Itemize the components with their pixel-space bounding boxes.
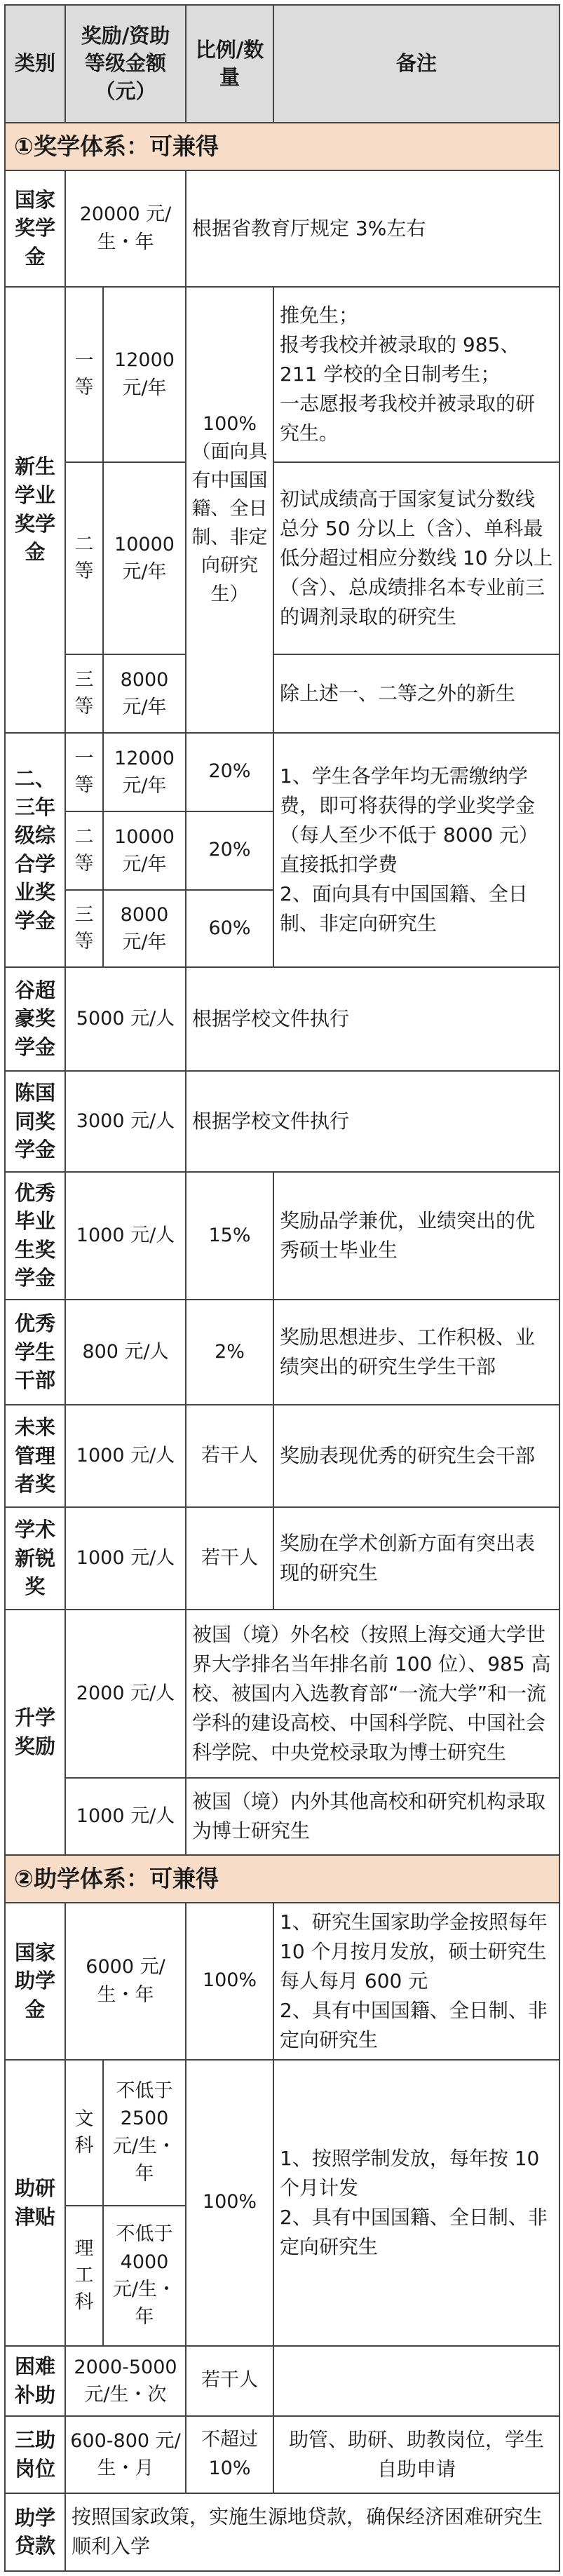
row-category: 二、三年级综合学业奖学金 xyxy=(5,733,65,967)
row-note: 根据学校文件执行 xyxy=(186,967,559,1071)
row-note: 按照国家政策，实施生源地贷款，确保经济困难研究生顺利入学 xyxy=(65,2493,559,2571)
section-scholarship-title: ①奖学体系：可兼得 xyxy=(5,123,559,170)
scholarship-table xyxy=(4,4,560,2572)
table-row xyxy=(5,287,559,462)
table-row xyxy=(5,967,559,1071)
row-note: 奖励表现优秀的研究生会干部 xyxy=(273,1405,559,1507)
row-note xyxy=(273,1903,559,2060)
row-ratio: 不超过 10% xyxy=(186,2416,273,2493)
table-row xyxy=(5,2493,559,2571)
row-amount: 不低于 4000 元/生・年 xyxy=(103,2206,186,2346)
row-amount: 2000 元/人 xyxy=(65,1610,186,1778)
row-amount: 800 元/人 xyxy=(65,1300,186,1405)
row-ratio: 若干人 xyxy=(186,2346,273,2416)
note-line: 1、研究生国家助学金按照每年 10 个月按月发放，硕士研究生每人每月 600 元 xyxy=(280,1910,548,1992)
row-category: 助学贷款 xyxy=(5,2493,65,2571)
row-amount: 1000 元/人 xyxy=(65,1778,186,1855)
table-row xyxy=(5,654,559,733)
header-note: 备注 xyxy=(273,5,559,123)
table-row xyxy=(5,2346,559,2416)
row-amount: 12000 元/年 xyxy=(103,287,186,462)
header-ratio: 比例/数量 xyxy=(186,5,273,123)
table-row xyxy=(5,2060,559,2206)
row-amount: 12000 元/年 xyxy=(103,733,186,811)
section-aid-title: ②助学体系：可兼得 xyxy=(5,1855,559,1903)
row-category: 三助岗位 xyxy=(5,2416,65,2493)
row-ratio: 20% xyxy=(186,733,273,811)
row-field: 文科 xyxy=(65,2060,103,2206)
row-category: 国家助学金 xyxy=(5,1903,65,2060)
note-line: 一志愿报考我校并被录取的研究生。 xyxy=(280,391,536,445)
table-row xyxy=(5,1300,559,1405)
row-amount: 2000-5000 元/生・次 xyxy=(65,2346,186,2416)
row-amount: 10000 元/年 xyxy=(103,811,186,890)
row-note xyxy=(273,287,559,462)
row-note xyxy=(273,733,559,967)
row-amount: 8000 元/年 xyxy=(103,654,186,733)
row-amount: 20000 元/生・年 xyxy=(65,170,186,287)
note-line: 报考我校并被录取的 985、211 学校的全日制考生； xyxy=(280,332,520,386)
row-amount: 10000 元/年 xyxy=(103,462,186,654)
row-category: 谷超豪奖学金 xyxy=(5,967,65,1071)
note-line: 1、学生各学年均无需缴纳学费，即可将获得的学业奖学金（每人至少不低于 8000 元）直接抵扣学费 xyxy=(280,764,539,876)
table-row xyxy=(5,170,559,287)
row-ratio: 若干人 xyxy=(186,1405,273,1507)
row-grade: 三等 xyxy=(65,890,103,967)
row-grade: 二等 xyxy=(65,462,103,654)
table-header-row xyxy=(5,5,559,123)
row-grade: 二等 xyxy=(65,811,103,890)
row-ratio: 15% xyxy=(186,1172,273,1300)
row-note xyxy=(273,2346,559,2416)
table-row xyxy=(5,733,559,811)
row-amount: 3000 元/人 xyxy=(65,1071,186,1172)
table-row xyxy=(5,462,559,654)
row-category: 优秀学生干部 xyxy=(5,1300,65,1405)
section-row xyxy=(5,1855,559,1903)
row-grade: 三等 xyxy=(65,654,103,733)
row-category: 国家奖学金 xyxy=(5,170,65,287)
row-ratio: 2% xyxy=(186,1300,273,1405)
row-category: 助研津贴 xyxy=(5,2060,65,2346)
row-category: 优秀毕业生奖学金 xyxy=(5,1172,65,1300)
row-note xyxy=(273,462,559,654)
row-amount: 6000 元/生・年 xyxy=(65,1903,186,2060)
row-ratio: 100% xyxy=(186,2060,273,2346)
row-grade: 一等 xyxy=(65,733,103,811)
table-row xyxy=(5,1903,559,2060)
note-line: 2、具有中国国籍、全日制、非定向研究生 xyxy=(280,1998,548,2051)
row-note: 根据省教育厅规定 3%左右 xyxy=(186,170,559,287)
row-note: 被国（境）外名校（按照上海交通大学世界大学排名当年排名前 100 位）、985 高校、被国内入选教育部“一流大学”和一流学科的建设高校、中国科学院、中国社会科学院、中央党校录取为博士研究生 xyxy=(186,1610,559,1778)
table-row xyxy=(5,1507,559,1610)
row-category: 陈国同奖学金 xyxy=(5,1071,65,1172)
table-row xyxy=(5,1172,559,1300)
section-row xyxy=(5,123,559,170)
row-note xyxy=(273,2060,559,2346)
row-ratio: 100% xyxy=(186,1903,273,2060)
table-row xyxy=(5,1610,559,1778)
row-grade: 一等 xyxy=(65,287,103,462)
note-line: 除上述一、二等之外的新生 xyxy=(280,681,516,705)
row-category: 未来管理者奖 xyxy=(5,1405,65,1507)
table-row xyxy=(5,1405,559,1507)
row-note: 奖励在学术创新方面有突出表现的研究生 xyxy=(273,1507,559,1610)
row-category: 学术新锐奖 xyxy=(5,1507,65,1610)
row-amount: 5000 元/人 xyxy=(65,967,186,1071)
row-note xyxy=(273,654,559,733)
row-note: 助管、助研、助教岗位，学生自助申请 xyxy=(273,2416,559,2493)
row-category: 困难补助 xyxy=(5,2346,65,2416)
note-line: 2、面向具有中国国籍、全日制、非定向研究生 xyxy=(280,882,528,935)
row-note: 奖励思想进步、工作积极、业绩突出的研究生学生干部 xyxy=(273,1300,559,1405)
table-row xyxy=(5,1778,559,1855)
row-amount: 1000 元/人 xyxy=(65,1172,186,1300)
note-line: 2、具有中国国籍、全日制、非定向研究生 xyxy=(280,2205,548,2258)
row-amount: 1000 元/人 xyxy=(65,1507,186,1610)
row-category: 新生学业奖学金 xyxy=(5,287,65,733)
header-category: 类别 xyxy=(5,5,65,123)
row-ratio: 60% xyxy=(186,890,273,967)
note-line: 1、按照学制发放，每年按 10 个月计发 xyxy=(280,2146,540,2199)
table-row xyxy=(5,2416,559,2493)
row-amount: 8000 元/年 xyxy=(103,890,186,967)
row-note: 根据学校文件执行 xyxy=(186,1071,559,1172)
note-line: 初试成绩高于国家复试分数线总分 50 分以上（含）、单科最低分超过相应分数线 10 分以上（含）、总成绩排名本专业前三的调剂录取的研究生 xyxy=(280,487,553,628)
header-amount: 奖励/资助等级金额（元） xyxy=(65,5,186,123)
row-ratio: 若干人 xyxy=(186,1507,273,1610)
row-note: 被国（境）内外其他高校和研究机构录取为博士研究生 xyxy=(186,1778,559,1855)
row-note: 奖励品学兼优，业绩突出的优秀硕士毕业生 xyxy=(273,1172,559,1300)
row-amount: 1000 元/人 xyxy=(65,1405,186,1507)
row-amount: 不低于 2500 元/生・年 xyxy=(103,2060,186,2206)
row-ratio: 20% xyxy=(186,811,273,890)
row-category: 升学奖励 xyxy=(5,1610,65,1855)
table-row xyxy=(5,1071,559,1172)
row-ratio: 100%（面向具有中国国籍、全日制、非定向研究生） xyxy=(186,287,273,733)
row-field: 理工科 xyxy=(65,2206,103,2346)
note-line: 推免生； xyxy=(280,303,359,327)
row-amount: 600-800 元/生・月 xyxy=(65,2416,186,2493)
